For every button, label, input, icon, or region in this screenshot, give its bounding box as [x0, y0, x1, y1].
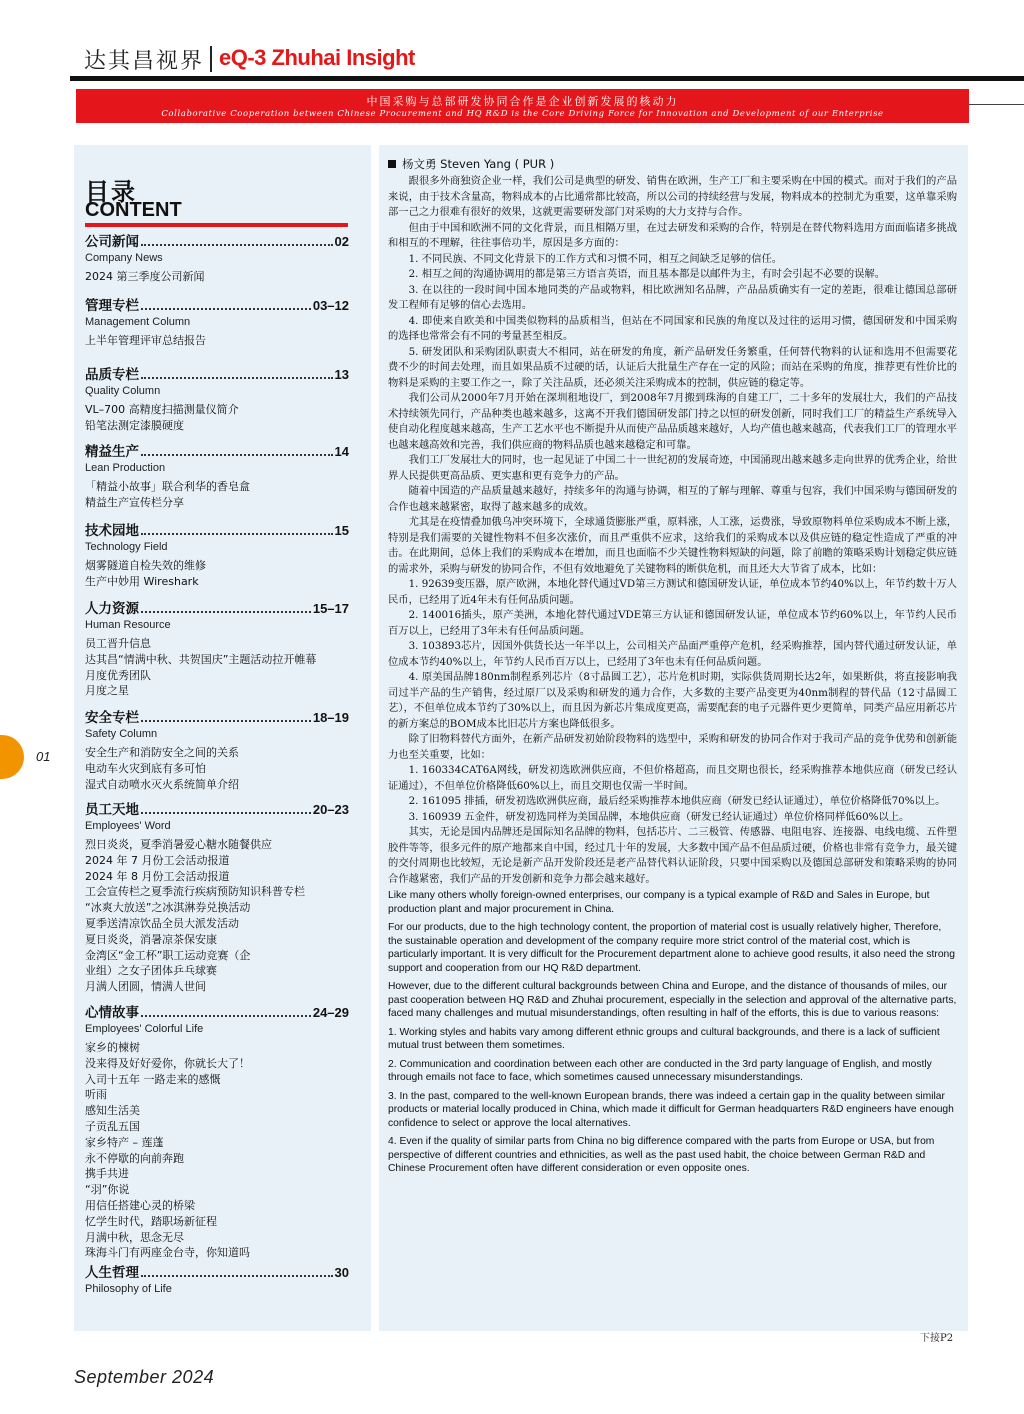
- article-paragraph-en: Like many others wholly foreign-owned enterprises, our company is a typical example of R&D and Sales in Europe, but production plant and major procurement in China.: [388, 890, 930, 915]
- toc-item[interactable]: 携手共进: [85, 1167, 129, 1181]
- article-list-item: 5. 研发团队和采购团队职责大不相同，站在研发的角度，新产品研发任务繁重，任何替代物料的认证和选用不但需要花费不少的时间去处理，而且如果品质不过硬的话，认证后大批量生产存在一定的风险；而站在采购的角度，推荐更有性价比的物料是采购的主要工作之一，除了关注品质，还必须关注采购成本的控制，供应链的稳定等。: [388, 345, 957, 389]
- toc-item[interactable]: 电动车火灾到底有多可怕: [85, 761, 206, 775]
- toc-section[interactable]: [85, 802, 349, 995]
- toc-page-range: 15: [334, 523, 349, 538]
- toc-page-range: 24–29: [312, 1005, 349, 1020]
- author-name: 杨文勇 Steven Yang ( PUR ): [402, 157, 555, 171]
- toc-item[interactable]: 2024 年 8 月份工会活动报道: [85, 869, 230, 883]
- toc-heading: [85, 710, 349, 726]
- toc-item[interactable]: 没来得及好好爱你，你就长大了！: [85, 1056, 250, 1070]
- toc-leader-dots: [141, 376, 333, 379]
- toc-item[interactable]: 月度优秀团队: [85, 668, 151, 682]
- toc-item[interactable]: 夏季送清凉饮品全员大派发活动: [85, 916, 239, 930]
- toc-item[interactable]: 月满中秋，思念无尽: [85, 1230, 184, 1244]
- toc-page-range: 30: [334, 1265, 349, 1280]
- toc-heading: [85, 523, 349, 539]
- toc-heading: [85, 444, 349, 460]
- toc-item[interactable]: 2024 年 7 月份工会活动报道: [85, 853, 230, 867]
- toc-item[interactable]: 月度之星: [85, 684, 129, 698]
- toc-section-en: Management Column: [85, 316, 191, 328]
- article-paragraph: 随着中国造的产品质量越来越好，持续多年的沟通与协调，相互的了解与理解、尊重与包容，我们中国采购与德国研发的合作也越来越紧密，取得了越来越多的成效。: [388, 485, 957, 513]
- toc-item[interactable]: 工会宣传栏之夏季流行疾病预防知识科普专栏: [85, 885, 305, 899]
- toc-item[interactable]: “羽”你说: [85, 1183, 130, 1197]
- toc-leader-dots: [141, 307, 311, 310]
- article-paragraph: 尤其是在疫情叠加俄乌冲突环境下，全球通货膨胀严重，原料涨，人工涨，运费涨，导致原物料单位采购成本不断上涨，特别是我们需要的关键性物料不但多次涨价，而且严重供不应求，这给我们的采购成本以及供应链的稳定性造成了严重的冲击。在此期间，总体上我们的采购成本在增加，而且也面临不少关键性物料短缺的问题，除了前瞻的策略采购计划稳定供应链的需求外，采购与研发的协同合作，不但有效地避免了关键物料的断供危机，而且还大大节省了成本，比如：: [388, 516, 957, 575]
- toc-section[interactable]: [85, 710, 349, 792]
- toc-item[interactable]: 入司十五年 一路走来的感慨: [85, 1072, 221, 1086]
- toc-item-list: [85, 1040, 349, 1261]
- toc-title-underline: [85, 223, 348, 227]
- magazine-title-cn: 达其昌视界: [84, 49, 205, 74]
- article-body: [388, 156, 957, 1181]
- toc-leader-dots: [141, 1014, 311, 1017]
- page-number: 01: [36, 749, 51, 764]
- toc-page-range: 13: [334, 367, 349, 382]
- toc-section-en: Employees' Colorful Life: [85, 1023, 204, 1035]
- toc-item[interactable]: “冰爽大放送”之冰淇淋券兑换活动: [85, 901, 251, 915]
- toc-page-range: 14: [334, 444, 349, 459]
- toc-item-list: [85, 558, 349, 590]
- article-cn-text: [388, 174, 957, 887]
- issue-date: September 2024: [74, 1367, 215, 1387]
- toc-item[interactable]: 月满人团圆，情满人世间: [85, 980, 206, 994]
- toc-item-list: [85, 479, 349, 511]
- toc-section-en: Quality Column: [85, 385, 161, 397]
- article-author: [388, 156, 957, 172]
- toc-heading: [85, 298, 349, 314]
- article-list-item: 3. 在以往的一段时间中国本地同类的产品或物料，相比欧洲知名品牌，产品品质确实有一定的差距，很难让德国总部研发工程师有足够的信心去选用。: [388, 283, 957, 311]
- title-divider: [210, 46, 212, 72]
- article-paragraph: 除了旧物料替代方面外，在新产品研发初始阶段物料的选型中，采购和研发的协同合作对于我司产品的竞争优势和创新能力也至关重要，比如：: [388, 733, 957, 761]
- toc-page-range: 02: [334, 234, 349, 249]
- toc-section-en: Employees' Word: [85, 820, 171, 832]
- toc-item-list: [85, 745, 349, 792]
- toc-section-name: 精益生产: [85, 444, 139, 460]
- magazine-title-en: eQ-3 Zhuhai Insight: [219, 45, 415, 70]
- article-list-item: 2. 140016插头，原产美洲，本地化替代通过VDE第三方认证和德国研发认证，单位成本节约60%以上，年节约人民币百万以上，已经用了3年未有任何品质问题。: [388, 609, 957, 637]
- toc-heading: [85, 802, 349, 818]
- toc-section[interactable]: [85, 523, 349, 590]
- toc-item[interactable]: 家乡的楝树: [85, 1041, 140, 1054]
- article-paragraph-en: 1. Working styles and habits vary among different ethnic groups and cultural backgrounds, and there is a lack of sufficient mutual trust between them sometimes.: [388, 1026, 940, 1051]
- toc-item[interactable]: 生产中妙用 Wireshark: [85, 574, 199, 588]
- toc-section-name: 技术园地: [85, 523, 139, 539]
- toc-title-en: CONTENT: [85, 199, 182, 221]
- toc-section[interactable]: [85, 1265, 349, 1296]
- toc-item[interactable]: 忆学生时代，踏职场新征程: [85, 1214, 217, 1228]
- toc-item[interactable]: 珠海斗门有两座金台寺，你知道吗: [85, 1246, 250, 1260]
- article-list-item: 4. 原美国品牌180nm制程系列芯片（8寸晶圆工艺），芯片危机时期，实际供货周期长达2年，如果断供，将直接影响我司过半产品的生产销售，经过原厂以及采购和研发的通力合作，大多数的主要产品变更为40nm制程的替代品（12寸晶圆工艺），不但单位成本节约了30%以上，而且因为新芯片集成度更高，需要配套的电子元器件更少更简单，同类产品应用新芯片的新方案总的BOM成本比旧芯片方案也降低很多。: [388, 671, 957, 730]
- toc-section-name: 心情故事: [85, 1005, 139, 1021]
- toc-item[interactable]: 夏日炎炎，消暑凉茶保安康: [85, 932, 217, 946]
- toc-item-list: [85, 333, 349, 349]
- toc-item-list: [85, 636, 349, 699]
- article-paragraph: 我们公司从2000年7月开始在深圳租地设厂，到2008年7月搬到珠海的自建工厂，二十多年的发展壮大，我们的产品技术持续领先同行，产品种类也越来越多，这离不开我们德国研发部门持之以恒的研发创新，同时我们工厂的精益生产系统导入使自动化程度越来越高，生产工艺水平也不断提升从而使产品品质越来越好，人均产值也越来越高，代表我们工厂的管理水平也越来越高效和完善，我们供应商的物料品质也越来越稳定和可靠。: [388, 392, 957, 451]
- toc-leader-dots: [141, 1274, 333, 1277]
- article-list-item: 1. 不同民族、不同文化背景下的工作方式和习惯不同，相互之间缺乏足够的信任。: [408, 252, 783, 265]
- article-paragraph: 但由于中国和欧洲不同的文化背景，而且相隔万里，在过去研发和采购的合作，特别是在替代物料选用方面面临诸多挑战和相互的不理解，往往事倍功半，原因是多方面的：: [388, 221, 957, 249]
- toc-item[interactable]: 子贡乱五国: [85, 1119, 140, 1133]
- toc-item[interactable]: 员工晋升信息: [85, 637, 151, 650]
- article-paragraph-en: 4. Even if the quality of similar parts from China no big difference compared with the parts from Europe or USA, but from perspective of different countries and ethnicities, as well as the past used habit, the choice between German R&D and Chinese Procurement often have different consideration or even opposite ones.: [388, 1136, 935, 1174]
- toc-item[interactable]: VL–700 高精度扫描测量仪简介: [85, 403, 239, 416]
- toc-item[interactable]: 听雨: [85, 1088, 107, 1102]
- article-list-item: 2. 相互之间的沟通协调用的都是第三方语言英语，而且基本都是以邮件为主，有时会引起不必要的误解。: [408, 268, 886, 280]
- toc-section[interactable]: [85, 444, 349, 511]
- toc-section-name: 人力资源: [85, 601, 139, 617]
- toc-leader-dots: [141, 610, 311, 613]
- toc-item[interactable]: 烈日炎炎，夏季消暑爱心糖水随餐供应: [85, 838, 272, 851]
- toc-section-name: 安全专栏: [85, 710, 139, 726]
- toc-item-list: [85, 402, 349, 434]
- toc-page-range: 03–12: [312, 298, 349, 313]
- toc-page-range: 18–19: [312, 710, 349, 725]
- toc-page-range: 20–23: [312, 802, 349, 817]
- article-paragraph-en: However, due to the different cultural backgrounds between China and Europe, and the distance of thousands of miles, our past cooperation between HQ R&D and Zhuhai procurement, especially in the selection and approval of the alternative parts, faced many challenges and mutual misunderstandings, often resulting in half of the efforts, this is due to various reasons:: [388, 981, 957, 1019]
- headline-cn: 中国采购与总部研发协同合作是企业创新发展的核动力: [366, 95, 679, 108]
- toc-item[interactable]: 永不停歇的向前奔跑: [85, 1151, 184, 1165]
- toc-leader-dots: [141, 532, 333, 535]
- article-paragraph: 跟很多外商独资企业一样，我们公司是典型的研发、销售在欧洲，生产工厂和主要采购在中国的模式。而对于我们的产品来说，由于技术含量高，物料成本的占比通常都比较高，所以公司的持续经营与发展，物料成本的控制尤为重要，这单靠采购部一己之力很难有很好的效果，这就更需要研发部门对采购的大力支持与合作。: [388, 175, 957, 218]
- toc-section[interactable]: [85, 367, 349, 434]
- article-paragraph-en: 2. Communication and coordination between each other are conducted in the 3rd party language of English, and mostly through emails not face to face, which sometimes caused unnecessary misunderstandings.: [388, 1058, 932, 1083]
- toc-section[interactable]: [85, 234, 349, 285]
- continued-note: 下接P2: [920, 1333, 954, 1344]
- toc-item-list: [85, 269, 349, 285]
- article-en-text: [388, 889, 957, 1176]
- toc-section-name: 人生哲理: [85, 1265, 139, 1281]
- article-paragraph: 我们工厂发展壮大的同时，也一起见证了中国二十一世纪初的发展奇迹，中国涌现出越来越多走向世界的优秀企业，给世界人民提供更高品质、更实惠和更有竞争力的产品。: [388, 454, 957, 482]
- article-list-item: 1. 92639变压器，原产欧洲，本地化替代通过VD第三方测试和德国研发认证，单位成本节约40%以上，年节约数十万人民币，已经用了近4年未有任何品质问题。: [388, 578, 957, 606]
- bullet-square-icon: [388, 160, 396, 168]
- toc-section-name: 管理专栏: [85, 298, 139, 314]
- headline-banner: [76, 89, 969, 123]
- toc-heading: [85, 367, 349, 383]
- toc-title-cn: 目录: [85, 178, 137, 206]
- toc-item[interactable]: 烟雾隧道自检失效的维修: [85, 559, 206, 572]
- page-tab: [0, 735, 24, 779]
- toc-section-en: Technology Field: [85, 541, 168, 553]
- toc-item-list: [85, 837, 349, 995]
- toc-section-name: 员工天地: [85, 802, 139, 818]
- toc-section[interactable]: [85, 1005, 349, 1261]
- toc-heading: [85, 601, 349, 617]
- toc-item[interactable]: 金湾区“金工杯”职工运动竞赛（企: [85, 948, 251, 962]
- toc-item[interactable]: 达其昌“情满中秋、共贺国庆”主题活动拉开帷幕: [85, 652, 317, 666]
- banner-rule: [969, 104, 1024, 105]
- article-paragraph-en: For our products, due to the high technology content, the proportion of material cost is usually relatively higher, Therefore, the sustainable operation and development of the company require more strict control of the material cost, which is particularly important. It is very difficult for the Procurement department alone to achieve good results, it also need the strong support and cooperation from our HQ R&D department.: [388, 922, 956, 974]
- toc-section-en: Philosophy of Life: [85, 1283, 172, 1295]
- toc-heading: [85, 234, 349, 250]
- toc-item[interactable]: 「精益小故事」联合利华的香皂盒: [85, 480, 250, 493]
- toc-heading: [85, 1265, 349, 1281]
- toc-section-name: 品质专栏: [85, 367, 139, 383]
- toc-item[interactable]: 上半年管理评审总结报告: [85, 334, 206, 347]
- article-paragraph: 其实，无论是国内品牌还是国际知名品牌的物料，包括芯片、二三极管、传感器、电阻电容、连接器、电线电缆、五件塑胶件等等，很多元件的原产地都来自中国，经过几十年的发展，大多数中国产品不但品质过硬，价格也非常有竞争力，最关键的交付周期也比较短，无论是新产品开发阶段还是老产品替代料认证阶段，只要中国采购以及德国总部研发和策略采购的协同合作越紧密，我们产品的开发创新和竞争力都会越来越好。: [388, 826, 957, 885]
- toc-item[interactable]: 湿式自动喷水灭火系统简单介绍: [85, 777, 239, 791]
- toc-leader-dots: [141, 811, 311, 814]
- toc-item[interactable]: 铅笔法测定漆膜硬度: [85, 418, 184, 432]
- toc-item[interactable]: 安全生产和消防安全之间的关系: [85, 746, 239, 759]
- toc-leader-dots: [141, 719, 311, 722]
- toc-section-en: Human Resource: [85, 619, 171, 631]
- headline-en: Collaborative Cooperation between Chinese Procurement and HQ R&D is the Core Driving Force for Innovation and Development of our Enterprise: [161, 109, 884, 119]
- article-paragraph-en: 3. In the past, compared to the well-known European brands, there was indeed a certain gap in the quality between similar products or material locally produced in China, which made it difficult for German headquarters R&D engineers have enough confidence to select or approve the local alternatives.: [388, 1090, 954, 1129]
- toc-leader-dots: [141, 453, 333, 456]
- article-list-item: 2. 161095 排插，研发初选欧洲供应商，最后经采购推荐本地供应商（研发已经认证通过），单位价格降低70%以上。: [408, 795, 946, 807]
- toc-item[interactable]: 业组）之女子团体乒乓球赛: [85, 964, 217, 978]
- article-list-item: 1. 160334CAT6A网线，研发初选欧洲供应商，不但价格超高，而且交期也很长，经采购推荐本地供应商（研发已经认证通过），不但单位价格降低60%以上，而且交期也仅需一半时间。: [388, 764, 957, 792]
- toc-item[interactable]: 用信任搭建心灵的桥梁: [85, 1198, 195, 1212]
- toc-section-en: Company News: [85, 252, 163, 264]
- toc-item[interactable]: 感知生活美: [85, 1104, 140, 1118]
- toc-item[interactable]: 2024 第三季度公司新闻: [85, 270, 205, 283]
- toc-section-en: Lean Production: [85, 462, 166, 474]
- toc-section-name: 公司新闻: [85, 234, 139, 250]
- toc-leader-dots: [141, 243, 333, 246]
- toc-section-en: Safety Column: [85, 728, 158, 740]
- toc-section[interactable]: [85, 298, 349, 349]
- article-list-item: 3. 160939 五金件，研发初选同样为美国品牌，本地供应商（研发已经认证通过）单位价格同样低60%以上。: [408, 810, 910, 823]
- toc-section[interactable]: [85, 601, 349, 699]
- article-list-item: 3. 103893芯片，因国外供货长达一年半以上，公司相关产品面严重停产危机，经采购推荐，国内替代通过研发认证，单位成本节约40%以上，年节约人民币百万以上，已经用了3年也未有任何品质问题。: [388, 640, 957, 668]
- article-list-item: 4. 即使来自欧美和中国类似物料的品质相当，但站在不同国家和民族的角度以及过往的运用习惯，德国研发和中国采购的选择也常常会有不同的考量甚至相反。: [388, 314, 957, 342]
- toc-item[interactable]: 精益生产宣传栏分享: [85, 495, 184, 509]
- header-rule: [70, 76, 1024, 81]
- toc-page-range: 15–17: [312, 601, 349, 616]
- toc-item[interactable]: 家乡特产 – 莲蓬: [85, 1135, 164, 1149]
- toc-heading: [85, 1005, 349, 1021]
